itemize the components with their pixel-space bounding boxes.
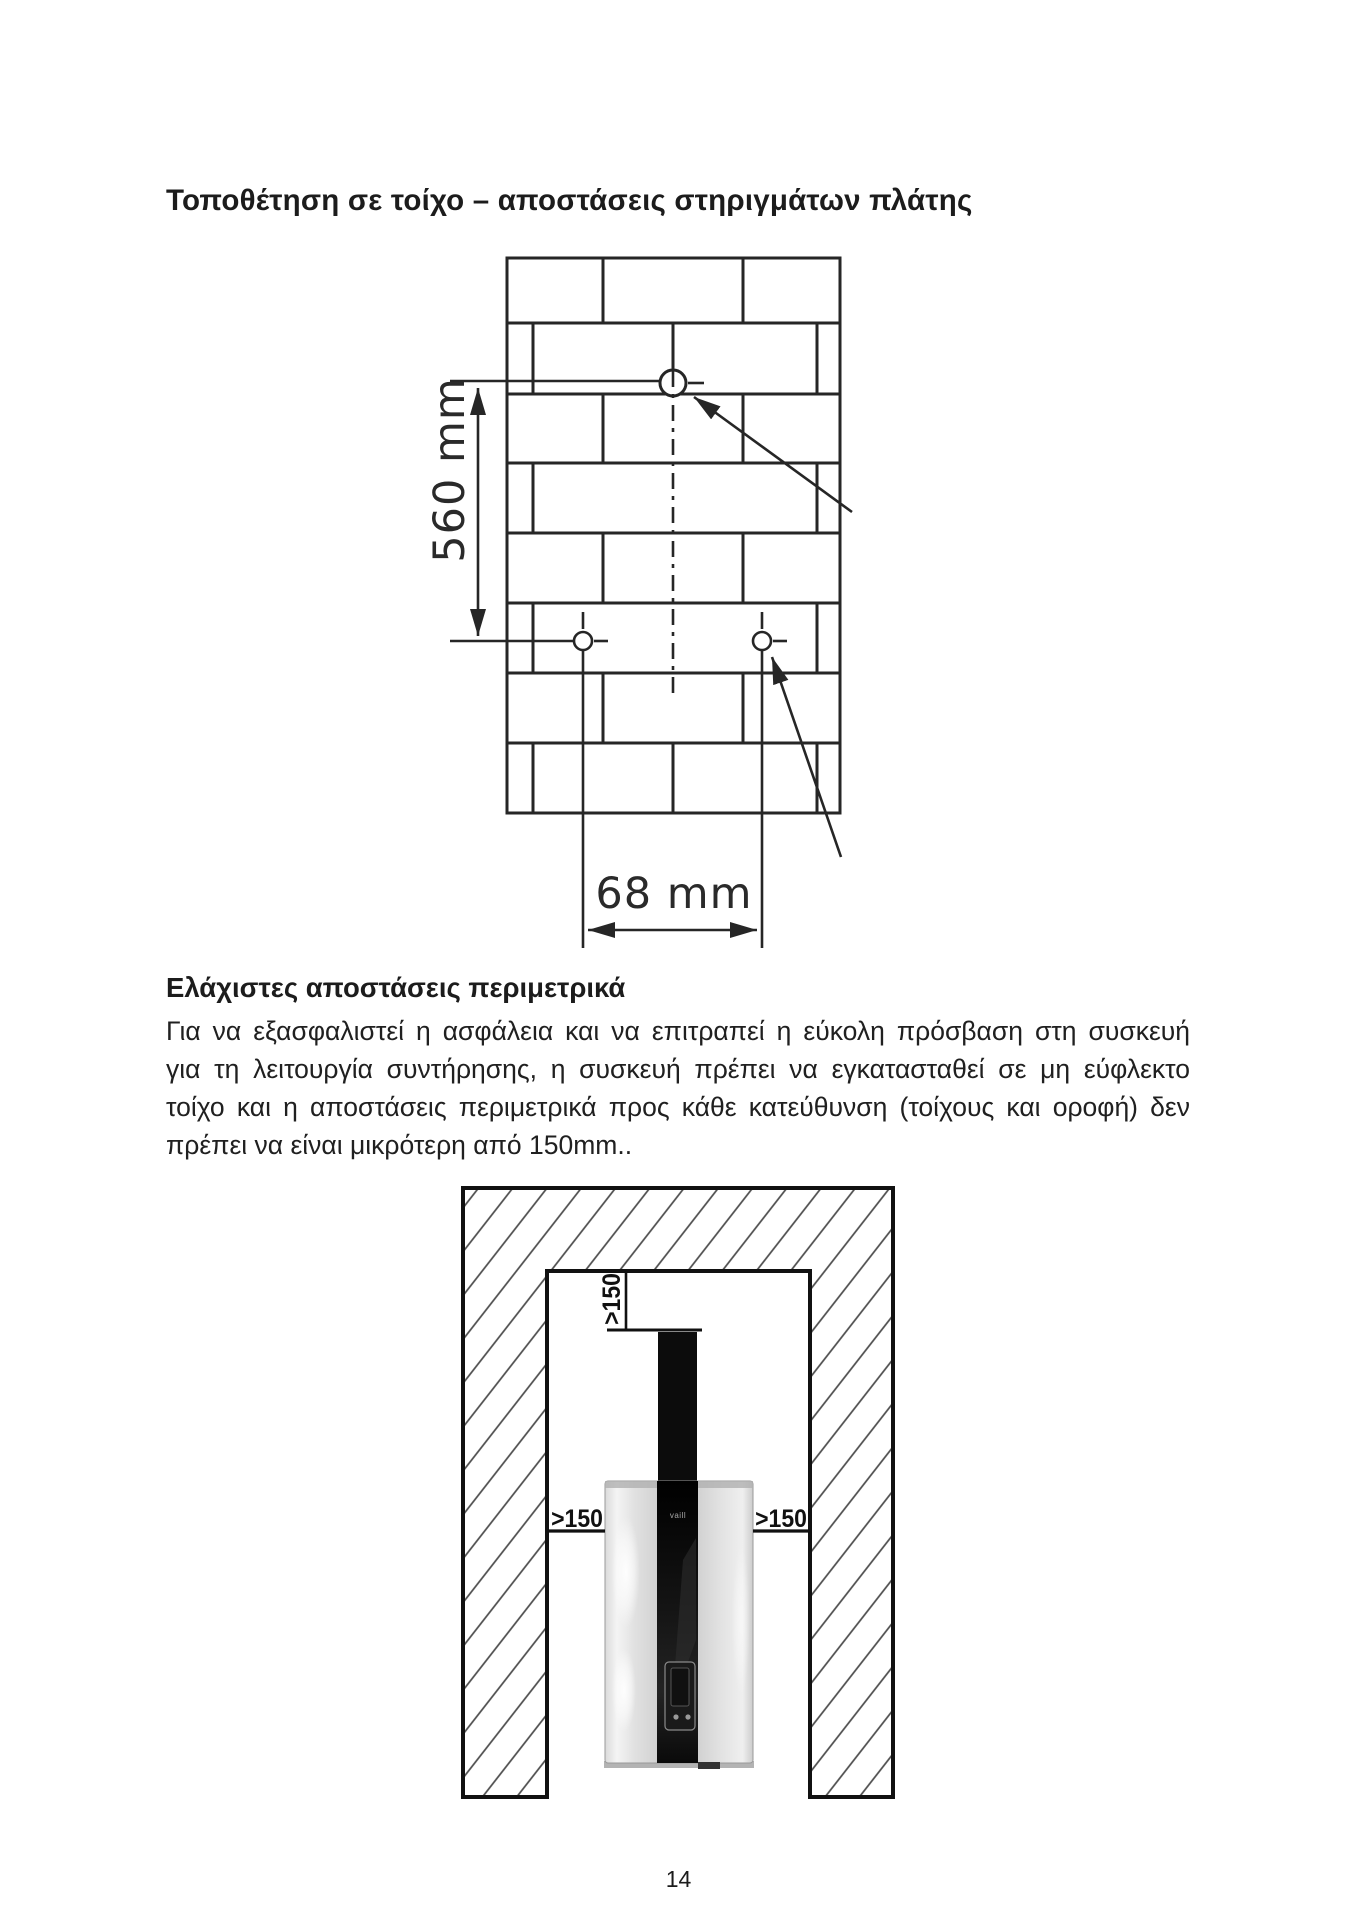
section-heading: Ελάχιστες αποστάσεις περιμετρικά (166, 972, 626, 1003)
clearance-diagram (440, 1180, 910, 1825)
boiler-highlight (612, 1516, 640, 1628)
brick-wall (507, 258, 840, 813)
brand-logo: vaill (669, 1511, 687, 1520)
right-clearance-label: >150 (755, 1505, 807, 1534)
left-clearance-label: >150 (551, 1505, 603, 1534)
mounting-hole-right (753, 632, 771, 650)
page-title: Τοποθέτηση σε τοίχο – αποστάσεις στηριγμάτων πλάτης (166, 184, 973, 217)
paragraph-line: Για να εξασφαλιστεί η ασφάλεια και να επιτραπεί η εύκολη πρόσβαση στη συσκευή (166, 1016, 1190, 1046)
boiler (604, 1481, 754, 1769)
paragraph-line: πρέπει να είναι μικρότερη από 150mm.. (166, 1130, 633, 1160)
boiler-bottom-tab (698, 1762, 720, 1769)
flue-pipe (658, 1332, 697, 1484)
bracket-distance-diagram (340, 230, 900, 970)
panel-button (673, 1714, 678, 1719)
paragraph-line: για τη λειτουργία συντήρησης, η συσκευή πρέπει να εγκατασταθεί σε μη εύφλεκτο (166, 1054, 1190, 1084)
mounting-hole-left (574, 632, 592, 650)
boiler-highlight (732, 1545, 750, 1695)
display-screen (671, 1668, 689, 1706)
boiler-highlight (612, 1648, 636, 1732)
horizontal-dimension-label: 68 mm (595, 869, 753, 919)
top-clearance-label: >150 (598, 1273, 627, 1325)
vertical-dimension-label: 560 mm (425, 377, 475, 563)
paragraph-line: τοίχο και η αποστάσεις περιμετρικά προς κάθε κατεύθυνση (τοίχους και οροφή) δεν (166, 1092, 1190, 1122)
page-number: 14 (665, 1866, 692, 1892)
panel-button (685, 1714, 690, 1719)
